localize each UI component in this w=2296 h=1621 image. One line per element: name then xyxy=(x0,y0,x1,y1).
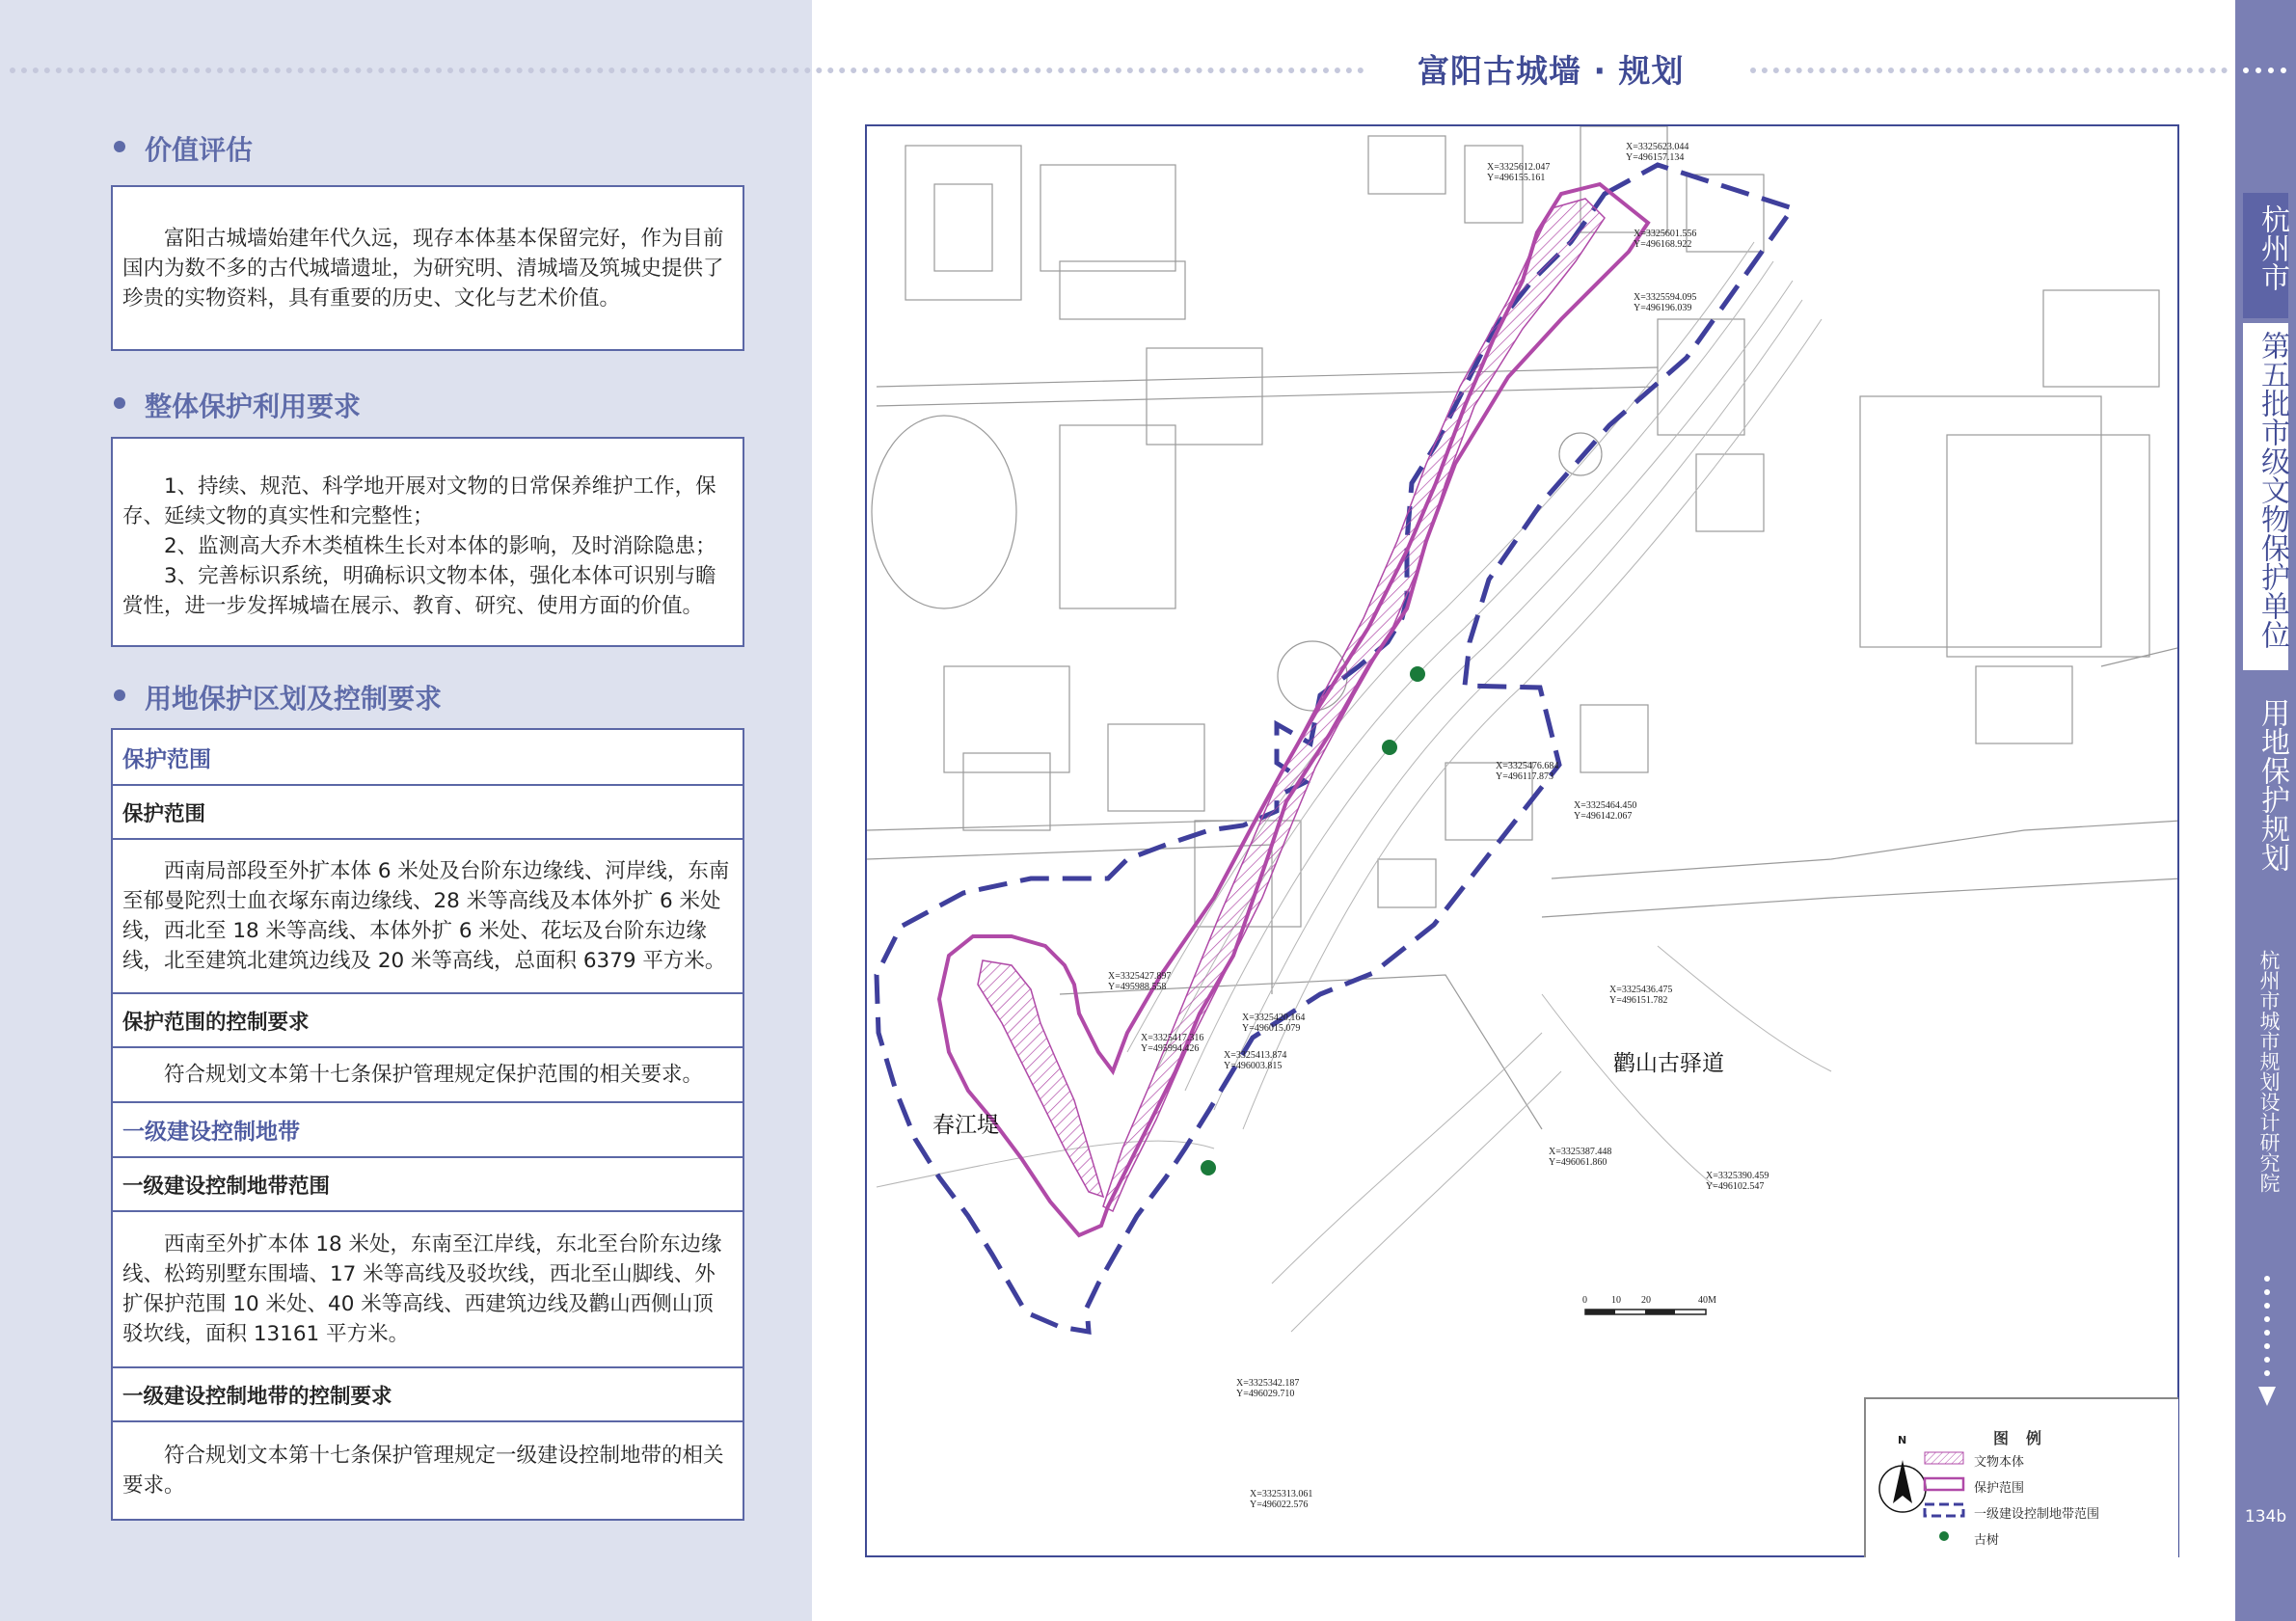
section-title-zoning: 用地保护区划及控制要求 xyxy=(145,683,443,715)
scale-label: 40M xyxy=(1698,1295,1716,1306)
sidebar-topic-label: 用地保护规划 xyxy=(2255,698,2289,872)
sidebar-topic-block xyxy=(2243,687,2288,899)
value-assessment-box xyxy=(111,185,744,351)
coordinate-label: X=3325601.556 Y=496168.922 xyxy=(1634,229,1697,250)
map-label-chunjiang: 春江堤 xyxy=(932,1113,999,1138)
table-subheader: 一级建设控制地带范围 xyxy=(113,1158,743,1212)
scale-label: 10 xyxy=(1611,1295,1621,1306)
table-subheader: 保护范围 xyxy=(113,786,743,840)
sidebar-dotted-line xyxy=(2243,68,2286,73)
requirement-item: 1、持续、规范、科学地开展对文物的日常保养维护工作，保存、延续文物的真实性和完整性； xyxy=(122,474,716,528)
contour-lines xyxy=(877,242,1831,1332)
site-plan-map xyxy=(865,124,2179,1557)
legend-swatches xyxy=(1920,1447,1968,1563)
north-label: N xyxy=(1898,1434,1907,1446)
scale-bar xyxy=(1585,1310,1706,1314)
page-number: 134b xyxy=(2244,1507,2287,1526)
sidebar-institute-block xyxy=(2243,950,2288,1239)
coordinate-label: X=3325390.459 Y=496102.547 xyxy=(1706,1171,1769,1192)
bullet-icon xyxy=(114,141,125,152)
coordinate-label: X=3325313.061 Y=496022.576 xyxy=(1250,1489,1313,1510)
sidebar-institute-label: 杭州市城市规划设计研究院 xyxy=(2257,950,2281,1193)
coordinate-label: X=3325342.187 Y=496029.710 xyxy=(1236,1378,1300,1399)
table-cell xyxy=(113,1422,743,1519)
coordinate-label: X=3325436.475 Y=496151.782 xyxy=(1609,985,1673,1006)
table-category-protection: 保护范围 xyxy=(113,730,743,786)
sidebar-city-block xyxy=(2243,193,2288,318)
coordinate-label: X=3325612.047 Y=496155.161 xyxy=(1487,162,1551,183)
coordinate-label: X=3325623.044 Y=496157.134 xyxy=(1626,142,1689,163)
table-cell-text: 西南局部段至外扩本体 6 米处及台阶东边缘线、河岸线，东南至郁曼陀烈士血衣塚东南边缘线、28 米等高线及本体外扩 6 米处线，西北至 18 米等高线、本体外扩 6 米处、花坛及台阶东边缘线，北至建筑北建筑边线及 20 米等高线，总面积 6379 平方米。 xyxy=(122,859,730,973)
sidebar-batch-block xyxy=(2243,323,2288,670)
section-title-requirements: 整体保护利用要求 xyxy=(145,391,362,422)
table-subheader: 保护范围的控制要求 xyxy=(113,994,743,1048)
coordinate-label: X=3325413.874 Y=496003.815 xyxy=(1224,1050,1287,1071)
section-title-value: 价值评估 xyxy=(145,134,254,166)
legend-item-relic: 文物本体 xyxy=(1974,1455,2025,1470)
value-assessment-text: 富阳古城墙始建年代久远，现存本体基本保留完好，作为目前国内为数不多的古代城墙遗址，为研究明、清城墙及筑城史提供了珍贵的实物资料，具有重要的历史、文化与艺术价值。 xyxy=(122,227,724,311)
coordinate-label: X=3325476.684 Y=496117.873 xyxy=(1496,761,1559,782)
scroll-down-icon xyxy=(2253,1273,2282,1418)
scale-label: 0 xyxy=(1582,1295,1587,1306)
table-cell xyxy=(113,1048,743,1103)
header-dotted-line-right xyxy=(1750,68,2228,73)
coordinate-label: X=3325427.897 Y=495988.558 xyxy=(1108,971,1172,992)
sidebar-batch-label: 第五批市级文物保护单位 xyxy=(2255,331,2289,649)
table-subheader: 一级建设控制地带的控制要求 xyxy=(113,1368,743,1422)
table-cell xyxy=(113,1212,743,1368)
requirement-item: 2、监测高大乔木类植株生长对本体的影响，及时消除隐患； xyxy=(164,534,716,558)
table-category-control-zone: 一级建设控制地带 xyxy=(113,1103,743,1158)
scale-label: 20 xyxy=(1641,1295,1651,1306)
bullet-icon xyxy=(114,689,125,701)
header-dotted-line-left xyxy=(10,68,1364,73)
table-cell-text: 符合规划文本第十七条保护管理规定一级建设控制地带的相关要求。 xyxy=(122,1444,724,1498)
coordinate-label: X=3325594.095 Y=496196.039 xyxy=(1634,292,1697,313)
map-legend xyxy=(1864,1397,2178,1557)
coordinate-label: X=3325417.316 Y=495994.426 xyxy=(1141,1033,1204,1054)
coordinate-label: X=3325387.448 Y=496061.860 xyxy=(1549,1147,1612,1168)
map-label-guanshan: 鹳山古驿道 xyxy=(1613,1051,1724,1076)
coordinate-label: X=3325464.450 Y=496142.067 xyxy=(1574,800,1637,822)
zoning-table xyxy=(111,728,744,1521)
legend-item-protection: 保护范围 xyxy=(1974,1481,2025,1496)
relic-body-area xyxy=(978,960,1103,1197)
requirement-item: 3、完善标识系统，明确标识文物本体，强化本体可识别与瞻赏性，进一步发挥城墙在展示、教育、研究、使用方面的价值。 xyxy=(122,564,716,618)
page-title: 富阳古城墙 · 规划 xyxy=(1418,52,1685,90)
requirements-box xyxy=(111,437,744,647)
sidebar-city-label: 杭州市 xyxy=(2255,204,2289,291)
legend-item-tree: 古树 xyxy=(1974,1533,2000,1548)
legend-title: 图例 xyxy=(1993,1429,2060,1447)
map-drawing xyxy=(867,126,2179,1557)
control-zone-boundary xyxy=(877,165,1793,1332)
bullet-icon xyxy=(114,397,125,409)
coordinate-label: X=3325420.164 Y=496015.079 xyxy=(1242,1013,1306,1034)
table-cell-text: 符合规划文本第十七条保护管理规定保护范围的相关要求。 xyxy=(164,1063,704,1087)
table-cell xyxy=(113,840,743,994)
table-cell-text: 西南至外扩本体 18 米处，东南至江岸线，东北至台阶东边缘线、松筠别墅东围墙、17 米等高线及驳坎线，西北至山脚线、外扩保护范围 10 米处、40 米等高线、西建筑边线及鹳山西侧山顶驳坎线，面积 13161 平方米。 xyxy=(122,1232,722,1346)
legend-item-control-zone: 一级建设控制地带范围 xyxy=(1974,1507,2100,1522)
